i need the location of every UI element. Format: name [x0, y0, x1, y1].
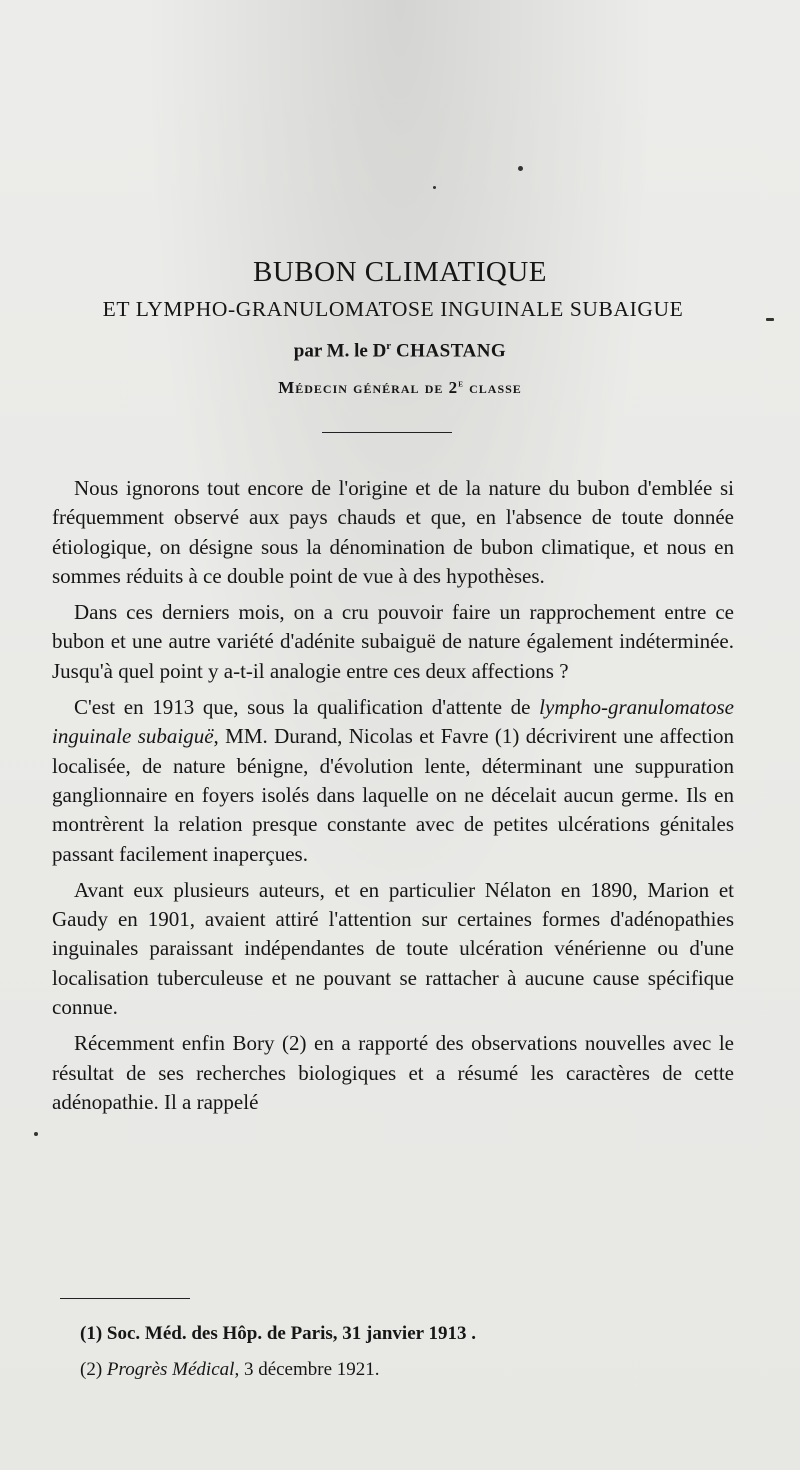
- footnote-2-number: (2): [80, 1359, 107, 1380]
- paragraph-3-start: C'est en 1913 que, sous la qualification d'attente de: [74, 695, 540, 720]
- rank-prefix: Médecin général de 2: [278, 378, 459, 397]
- footnote-2-journal: Progrès Médical: [106, 1359, 235, 1380]
- footnote-2: [80, 1352, 720, 1388]
- author-title-sup: r: [386, 340, 392, 352]
- scan-speck: [433, 186, 436, 189]
- article-title: BUBON CLIMATIQUE: [253, 256, 547, 288]
- scan-speck: [518, 166, 523, 171]
- paragraph-5: Récemment enfin Bory (2) en a rapporté des observations nouvelles avec le résultat de ses recherches biologiques et a résumé les caractères de cette adénopathie. Il a rappelé: [52, 1031, 734, 1114]
- paragraph-3-italic-term: lympho-granulomatose inguinale subaiguë: [52, 695, 734, 749]
- rank-sup: e: [458, 378, 464, 390]
- article-subtitle: ET LYMPHO-GRANULOMATOSE INGUINALE SUBAIGUE: [102, 297, 684, 321]
- paragraph-3-end: , MM. Durand, Nicolas et Favre (1) décrivirent une affection localisée, de nature bénigne, d'évolution lente, déterminant une suppuration ganglionnaire en foyers isolés dans laquelle on ne décelait aucun germe. Ils en montrèrent la relation presque constante avec de petites ulcérations génitales passant facilement inaperçues.: [52, 724, 734, 866]
- scan-speck: [766, 318, 774, 321]
- author-line: [0, 340, 800, 362]
- author-name: CHASTANG: [395, 340, 507, 362]
- paragraph-3: [52, 693, 734, 869]
- footnote-divider: [60, 1298, 190, 1299]
- title-divider: [322, 432, 452, 433]
- paragraph-4: Avant eux plusieurs auteurs, et en particulier Nélaton en 1890, Marion et Gaudy en 1901, avaient attiré l'attention sur certaines formes d'adénopathies inguinales paraissant indépendantes de toute ulcération vénérienne ou d'une localisation tuberculeuse et ne pouvant se rattacher à aucune cause spécifique connue.: [52, 877, 734, 1020]
- footnote-1: (1) Soc. Méd. des Hôp. de Paris, 31 janvier 1913 .: [80, 1323, 476, 1344]
- scan-speck: [34, 1132, 38, 1136]
- author-rank: [0, 378, 800, 398]
- rank-suffix: classe: [469, 378, 522, 397]
- footnotes: [80, 1316, 720, 1388]
- author-prefix: par M. le D: [293, 340, 387, 362]
- paragraph-1: Nous ignorons tout encore de l'origine et de la nature du bubon d'emblée si fréquemment observé aux pays chauds et que, en l'absence de toute donnée étiologique, on désigne sous la dénomination de bubon climatique, et nous en sommes réduits à ce double point de vue à des hypothèses.: [52, 476, 734, 588]
- footnote-2-date: , 3 décembre 1921.: [234, 1359, 380, 1380]
- paragraph-2: Dans ces derniers mois, on a cru pouvoir faire un rapprochement entre ce bubon et une autre variété d'adénite subaiguë de nature également indéterminée. Jusqu'à quel point y a-t-il analogie entre ces deux affections ?: [52, 600, 734, 683]
- article-body: [52, 474, 734, 1124]
